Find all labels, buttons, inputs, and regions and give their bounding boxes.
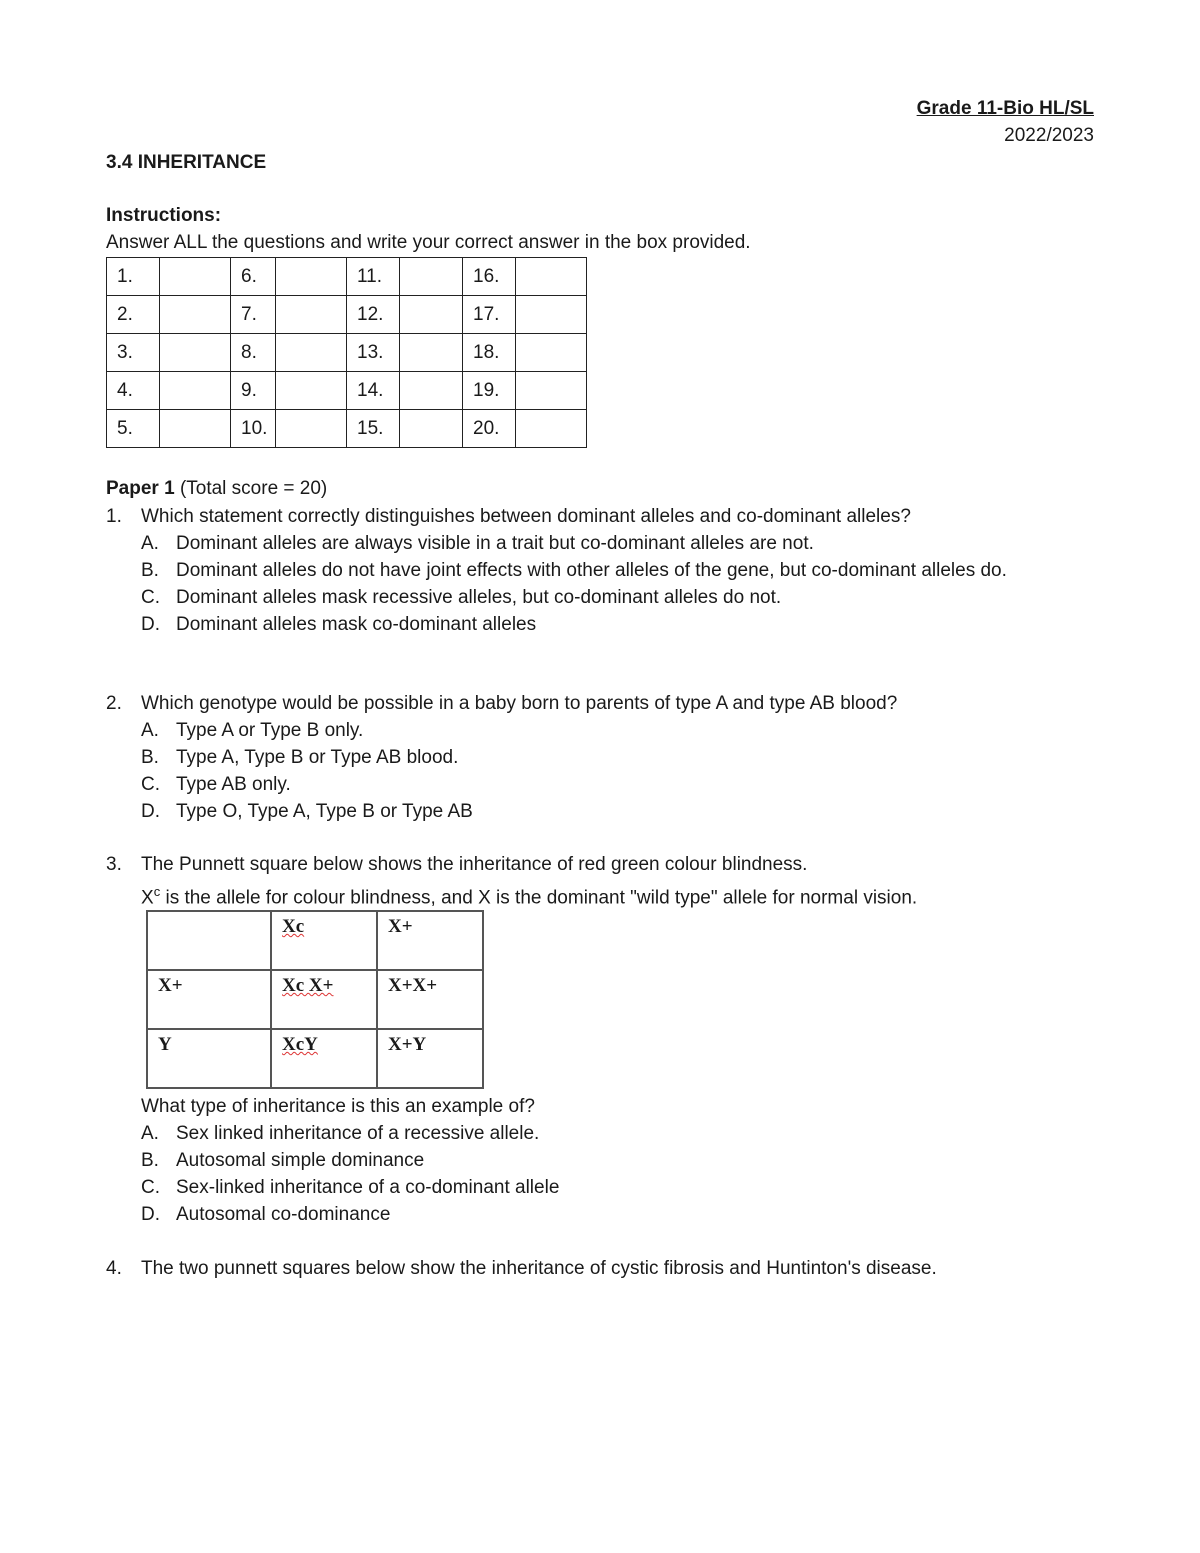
answer-box[interactable] bbox=[516, 334, 587, 372]
option-d bbox=[106, 798, 1096, 825]
option-c bbox=[106, 771, 1096, 798]
answer-number: 6. bbox=[231, 258, 276, 296]
answer-box[interactable] bbox=[516, 258, 587, 296]
punnett-cell: X+ bbox=[147, 970, 271, 1029]
answer-number: 17. bbox=[463, 296, 516, 334]
answer-number: 4. bbox=[107, 372, 160, 410]
question-4 bbox=[106, 1255, 1096, 1282]
school-year: 2022/2023 bbox=[1004, 125, 1094, 146]
question-number: 3. bbox=[106, 854, 122, 875]
option-d bbox=[106, 611, 1096, 638]
answer-box[interactable] bbox=[516, 372, 587, 410]
option-letter: B. bbox=[141, 1150, 159, 1171]
answer-box[interactable] bbox=[276, 296, 347, 334]
question-1 bbox=[106, 503, 1096, 638]
question-text: Which genotype would be possible in a baby born to parents of type A and type AB blood? bbox=[141, 693, 898, 714]
answer-box[interactable] bbox=[400, 296, 463, 334]
answer-number: 7. bbox=[231, 296, 276, 334]
question-number: 4. bbox=[106, 1258, 122, 1279]
answer-row bbox=[107, 334, 587, 372]
answer-box[interactable] bbox=[276, 258, 347, 296]
option-letter: D. bbox=[141, 1204, 160, 1225]
option-a bbox=[106, 1120, 1096, 1147]
punnett-cell: Xc X+ bbox=[271, 970, 377, 1029]
question-3 bbox=[106, 851, 1096, 911]
question-prompt: What type of inheritance is this an example of? bbox=[141, 1096, 535, 1117]
option-b bbox=[106, 557, 1096, 584]
option-text: Sex-linked inheritance of a co-dominant allele bbox=[176, 1177, 560, 1198]
answer-number: 3. bbox=[107, 334, 160, 372]
option-d bbox=[106, 1201, 1096, 1228]
question-3-options bbox=[106, 1093, 1096, 1228]
punnett-cell: X+Y bbox=[377, 1029, 483, 1088]
answer-box[interactable] bbox=[516, 296, 587, 334]
answer-number: 2. bbox=[107, 296, 160, 334]
option-c bbox=[106, 1174, 1096, 1201]
answer-box[interactable] bbox=[400, 258, 463, 296]
option-letter: C. bbox=[141, 587, 160, 608]
question-text: The two punnett squares below show the inheritance of cystic fibrosis and Huntinton's disease. bbox=[141, 1258, 937, 1279]
answer-box[interactable] bbox=[276, 334, 347, 372]
answer-box[interactable] bbox=[160, 372, 231, 410]
question-text: Which statement correctly distinguishes between dominant alleles and co-dominant alleles? bbox=[141, 506, 911, 527]
option-text: Type A or Type B only. bbox=[176, 720, 364, 741]
answer-box[interactable] bbox=[276, 372, 347, 410]
answer-box[interactable] bbox=[160, 410, 231, 448]
punnett-cell: X+X+ bbox=[377, 970, 483, 1029]
punnett-cell: Xc bbox=[271, 911, 377, 970]
option-letter: C. bbox=[141, 1177, 160, 1198]
answer-row bbox=[107, 372, 587, 410]
punnett-cell: Y bbox=[147, 1029, 271, 1088]
punnett-cell: X+ bbox=[377, 911, 483, 970]
option-a bbox=[106, 530, 1096, 557]
option-text: Sex linked inheritance of a recessive allele. bbox=[176, 1123, 540, 1144]
answer-box[interactable] bbox=[516, 410, 587, 448]
punnett-header-row bbox=[147, 911, 483, 970]
option-letter: A. bbox=[141, 533, 159, 554]
answer-number: 11. bbox=[347, 258, 400, 296]
answer-number: 18. bbox=[463, 334, 516, 372]
option-letter: D. bbox=[141, 614, 160, 635]
punnett-row bbox=[147, 970, 483, 1029]
option-text: Autosomal simple dominance bbox=[176, 1150, 425, 1171]
answer-row bbox=[107, 296, 587, 334]
answer-number: 20. bbox=[463, 410, 516, 448]
instructions-heading: Instructions: bbox=[106, 205, 222, 226]
page-title: 3.4 INHERITANCE bbox=[106, 152, 267, 173]
option-letter: C. bbox=[141, 774, 160, 795]
option-letter: D. bbox=[141, 801, 160, 822]
option-letter: A. bbox=[141, 720, 159, 741]
answer-grid bbox=[106, 257, 587, 448]
answer-box[interactable] bbox=[160, 334, 231, 372]
answer-box[interactable] bbox=[160, 258, 231, 296]
question-2 bbox=[106, 690, 1096, 825]
option-text: Dominant alleles mask recessive alleles, but co-dominant alleles do not. bbox=[176, 587, 782, 608]
paper-heading bbox=[106, 478, 327, 500]
paper-score: (Total score = 20) bbox=[179, 478, 328, 499]
answer-number: 10. bbox=[231, 410, 276, 448]
answer-box[interactable] bbox=[400, 372, 463, 410]
answer-number: 12. bbox=[347, 296, 400, 334]
allele-definition: $X^c$ is the allele for colour blindness, and X is the dominant "wild type" allele for normal vision. bbox=[141, 884, 918, 909]
answer-number: 14. bbox=[347, 372, 400, 410]
answer-row bbox=[107, 410, 587, 448]
punnett-cell bbox=[147, 911, 271, 970]
punnett-row bbox=[147, 1029, 483, 1088]
answer-number: 9. bbox=[231, 372, 276, 410]
option-a bbox=[106, 717, 1096, 744]
answer-number: 8. bbox=[231, 334, 276, 372]
answer-number: 15. bbox=[347, 410, 400, 448]
instructions-text: Answer ALL the questions and write your correct answer in the box provided. bbox=[106, 232, 751, 253]
option-text: Dominant alleles mask co-dominant alleles bbox=[176, 614, 537, 635]
option-b bbox=[106, 744, 1096, 771]
paper-label: Paper 1 bbox=[106, 478, 175, 499]
answer-row bbox=[107, 258, 587, 296]
option-letter: B. bbox=[141, 560, 159, 581]
option-text: Dominant alleles do not have joint effects with other alleles of the gene, but co-dominant alleles do. bbox=[176, 560, 1007, 581]
option-text: Type A, Type B or Type AB blood. bbox=[176, 747, 459, 768]
answer-number: 5. bbox=[107, 410, 160, 448]
option-text: Autosomal co-dominance bbox=[176, 1204, 391, 1225]
option-letter: B. bbox=[141, 747, 159, 768]
option-c bbox=[106, 584, 1096, 611]
answer-box[interactable] bbox=[160, 296, 231, 334]
question-number: 2. bbox=[106, 693, 122, 714]
answer-number: 16. bbox=[463, 258, 516, 296]
answer-number: 1. bbox=[107, 258, 160, 296]
option-text: Type AB only. bbox=[176, 774, 291, 795]
question-text: The Punnett square below shows the inheritance of red green colour blindness. bbox=[141, 854, 808, 875]
punnett-square bbox=[146, 910, 484, 1089]
option-b bbox=[106, 1147, 1096, 1174]
answer-box[interactable] bbox=[400, 410, 463, 448]
answer-box[interactable] bbox=[400, 334, 463, 372]
punnett-cell: XcY bbox=[271, 1029, 377, 1088]
grade-label: Grade 11-Bio HL/SL bbox=[916, 98, 1094, 119]
question-number: 1. bbox=[106, 506, 122, 527]
answer-number: 19. bbox=[463, 372, 516, 410]
answer-box[interactable] bbox=[276, 410, 347, 448]
answer-number: 13. bbox=[347, 334, 400, 372]
option-letter: A. bbox=[141, 1123, 159, 1144]
option-text: Dominant alleles are always visible in a trait but co-dominant alleles are not. bbox=[176, 533, 814, 554]
option-text: Type O, Type A, Type B or Type AB bbox=[176, 801, 473, 822]
